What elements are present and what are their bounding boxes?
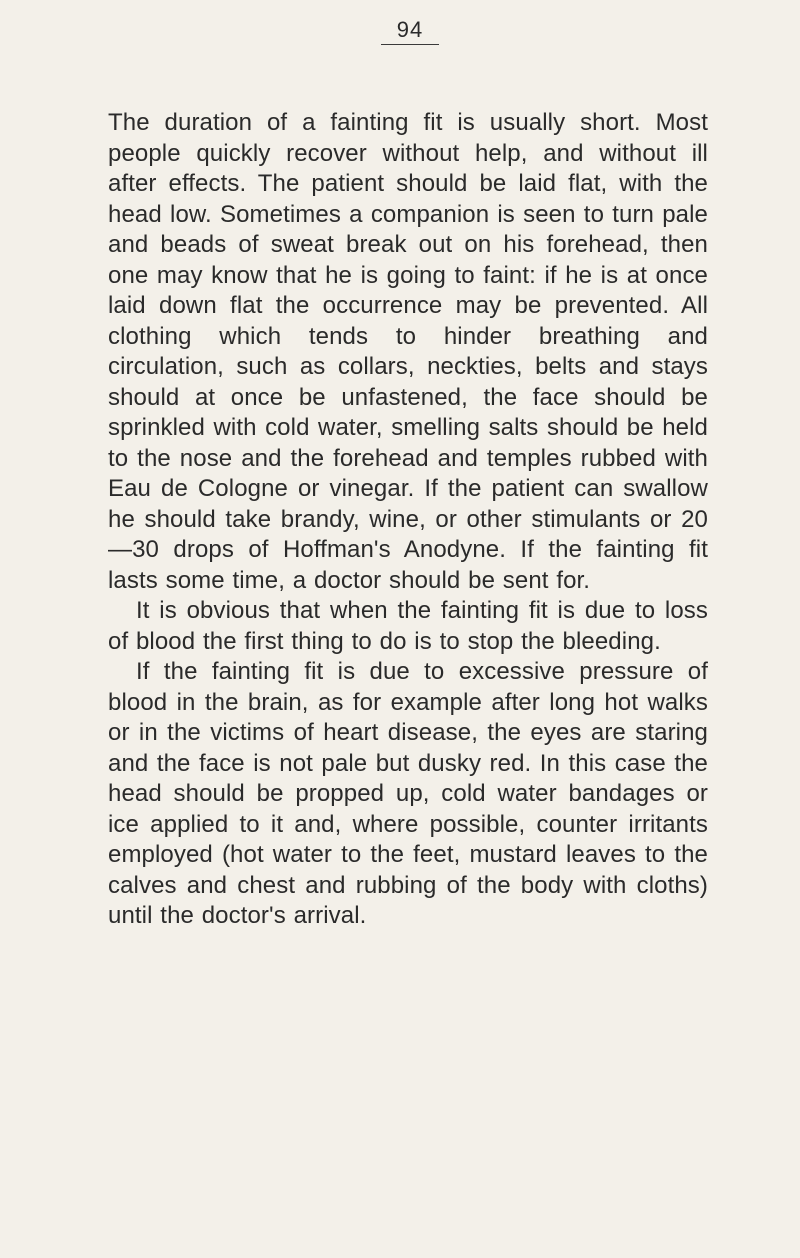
page-number: 94 [381, 18, 439, 45]
paragraph-loss-of-blood: It is obvious that when the fainting fit is due to loss of blood the first thing to do is to stop the bleeding. [108, 597, 708, 655]
body-text [108, 108, 708, 932]
page-number-container [370, 18, 450, 45]
paragraph-excessive-pressure: If the fainting fit is due to excessive pressure of blood in the brain, as for example after long hot walks or in the victims of heart disease, the eyes are staring and the face is not pale but dusky red. In this case the head should be propped up, cold water bandages or ice applied to it and, where possible, counter irritants employed (hot water to the feet, mustard leaves to the calves and chest and rubbing of the body with cloths) until the doctor's arrival. [108, 658, 708, 929]
paragraph-fainting-duration: The duration of a fainting fit is usually short. Most people quickly recover without help, and without ill after effects. The patient should be laid flat, with the head low. Sometimes a companion is seen to turn pale and beads of sweat break out on his forehead, then one may know that he is going to faint: if he is at once laid down flat the occurrence may be prevented. All clothing which tends to hinder breathing and circulation, such as collars, neckties, belts and stays should at once be unfastened, the face should be sprinkled with cold water, smelling salts should be held to the nose and the forehead and temples rubbed with Eau de Cologne or vinegar. If the patient can swallow he should take brandy, wine, or other stimulants or 20—30 drops of Hoffman's Anodyne. If the fainting fit lasts some time, a doctor should be sent for. [108, 109, 708, 594]
